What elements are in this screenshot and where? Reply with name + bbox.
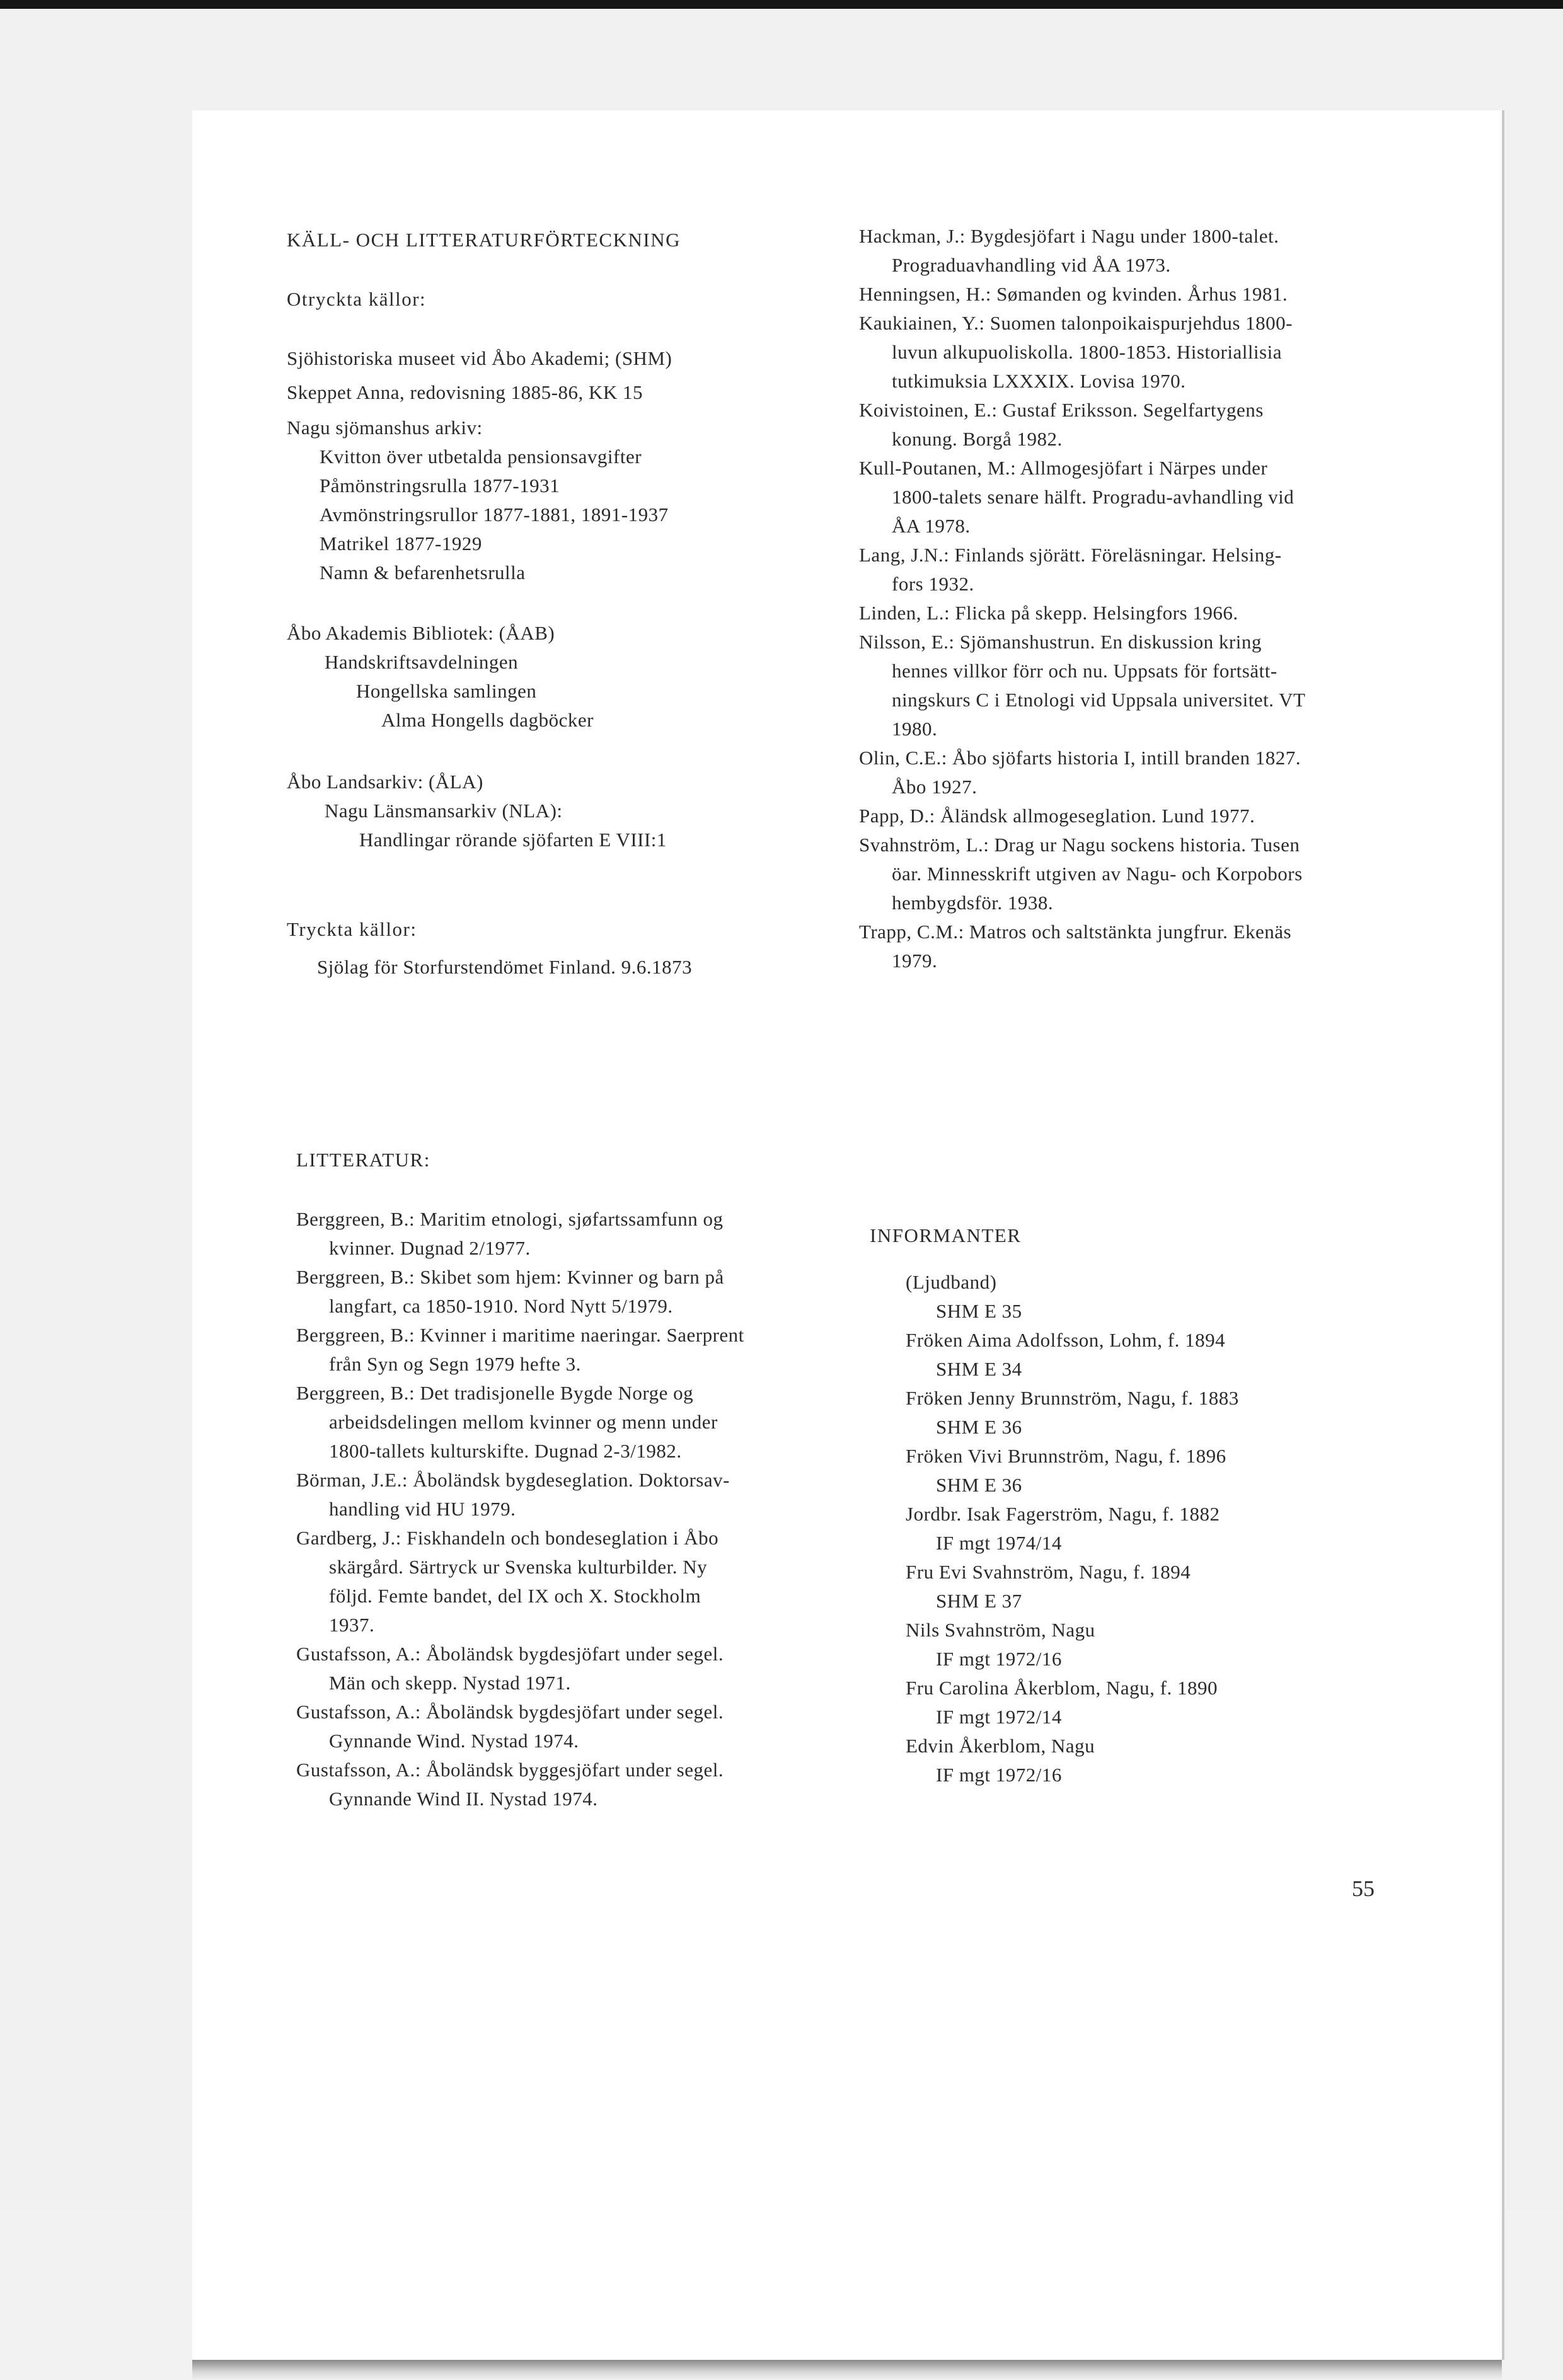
reference-continuation: ÅA 1978. [892, 515, 971, 537]
reference-continuation: 1800-talets senare hälft. Progradu-avhandling vid [892, 486, 1295, 508]
reference-line: Kaukiainen, Y.: Suomen talonpoikaispurjehdus 1800- [859, 312, 1293, 334]
reference-line: Koivistoinen, E.: Gustaf Eriksson. Segelfartygens [859, 399, 1264, 421]
reference-continuation: hennes villkor förr och nu. Uppsats för fortsätt- [892, 660, 1278, 682]
informants-medium: (Ljudband) [906, 1271, 997, 1293]
reference-continuation: kvinner. Dugnad 2/1977. [329, 1237, 531, 1259]
reference-continuation: tutkimuksia LXXXIX. Lovisa 1970. [892, 370, 1186, 392]
scanner-top-edge [0, 0, 1563, 9]
reference-entry [296, 1698, 863, 1756]
informant-code: IF mgt 1972/14 [936, 1706, 1062, 1728]
reference-entry [859, 599, 1426, 628]
aab-sub: Alma Hongells dagböcker [381, 709, 594, 731]
reference-continuation: hembygdsför. 1938. [892, 892, 1054, 914]
informant-name: Nils Svahnström, Nagu [906, 1619, 1095, 1641]
informant-name: Fröken Vivi Brunnström, Nagu, f. 1896 [906, 1445, 1226, 1467]
reference-line: Linden, L.: Flicka på skepp. Helsingfors 1966. [859, 602, 1238, 624]
reference-entry [859, 802, 1426, 831]
literature-section [296, 1146, 863, 1814]
reference-continuation: 1979. [892, 950, 938, 972]
reference-continuation: Åbo 1927. [892, 776, 978, 798]
reference-continuation: handling vid HU 1979. [329, 1498, 516, 1520]
shm-title: Sjöhistoriska museet vid Åbo Akademi; (SHM) [287, 347, 672, 369]
informant-code: SHM E 36 [936, 1416, 1022, 1438]
reference-line: Berggreen, B.: Maritim etnologi, sjøfartssamfunn og [296, 1208, 724, 1230]
informant-code: SHM E 37 [936, 1590, 1022, 1612]
reference-line: Börman, J.E.: Åboländsk bygdeseglation. Doktorsav- [296, 1469, 730, 1491]
ala-title: Åbo Landsarkiv: (ÅLA) [287, 771, 483, 793]
informants-section [870, 1221, 1437, 1790]
reference-line: Gustafsson, A.: Åboländsk byggesjöfart under segel. [296, 1759, 724, 1781]
informants-heading: INFORMANTER [870, 1224, 1022, 1246]
reference-line: Gardberg, J.: Fiskhandeln och bondeseglation i Åbo [296, 1527, 719, 1549]
reference-line: Papp, D.: Åländsk allmogeseglation. Lund 1977. [859, 805, 1255, 827]
ala-sub: Handlingar rörande sjöfarten E VIII:1 [359, 829, 667, 851]
reference-entry [859, 396, 1426, 454]
reference-continuation: Prograduavhandling vid ÅA 1973. [892, 254, 1171, 276]
sources-heading: KÄLL- OCH LITTERATURFÖRTECKNING [287, 229, 681, 251]
archive-item: Namn & befarenhetsrulla [320, 561, 526, 584]
informant-name: Fröken Jenny Brunnström, Nagu, f. 1883 [906, 1387, 1239, 1409]
literature-list [296, 1205, 863, 1814]
literature-heading: LITTERATUR: [296, 1149, 430, 1171]
references-list [859, 222, 1426, 975]
page-number: 55 [1352, 1876, 1375, 1901]
reference-entry [859, 222, 1426, 280]
informant-name: Fru Evi Svahnström, Nagu, f. 1894 [906, 1561, 1191, 1583]
aab-sub: Handskriftsavdelningen [325, 651, 519, 673]
reference-entry [296, 1379, 863, 1466]
reference-continuation: från Syn og Segn 1979 hefte 3. [329, 1353, 581, 1375]
informant-code: SHM E 36 [936, 1474, 1022, 1496]
informants-list [870, 1297, 1437, 1790]
reference-entry [296, 1524, 863, 1640]
reference-entry [859, 309, 1426, 396]
reference-continuation: följd. Femte bandet, del IX och X. Stockholm [329, 1585, 701, 1607]
reference-entry [859, 628, 1426, 744]
printed-source-item: Sjölag för Storfurstendömet Finland. 9.6.1873 [317, 956, 693, 978]
reference-entry [296, 1321, 863, 1379]
aab-sub: Hongellska samlingen [356, 680, 537, 702]
reference-continuation: konung. Borgå 1982. [892, 428, 1063, 450]
reference-continuation: Gynnande Wind. Nystad 1974. [329, 1730, 579, 1752]
reference-entry [296, 1263, 863, 1321]
reference-line: Berggreen, B.: Kvinner i maritime naeringar. Saerprent [296, 1324, 744, 1346]
informant-name: Fru Carolina Åkerblom, Nagu, f. 1890 [906, 1677, 1218, 1699]
reference-continuation: 1937. [329, 1614, 375, 1636]
reference-line: Berggreen, B.: Skibet som hjem: Kvinner og barn på [296, 1266, 724, 1288]
reference-line: Berggreen, B.: Det tradisjonelle Bygde Norge og [296, 1382, 694, 1404]
reference-entry [296, 1756, 863, 1814]
unprinted-sources-heading: Otryckta källor: [287, 288, 427, 310]
informant-code: SHM E 35 [936, 1300, 1022, 1322]
reference-continuation: Gynnande Wind II. Nystad 1974. [329, 1788, 598, 1810]
reference-continuation: öar. Minnesskrift utgiven av Nagu- och Korpobors [892, 863, 1303, 885]
nagu-archive: Nagu sjömanshus arkiv: [287, 417, 483, 439]
reference-entry [859, 917, 1426, 975]
reference-entry [859, 541, 1426, 599]
archive-item: Matrikel 1877-1929 [320, 532, 482, 555]
reference-continuation: fors 1932. [892, 573, 974, 595]
archive-item: Avmönstringsrullor 1877-1881, 1891-1937 [320, 503, 669, 526]
archive-item: Påmönstringsrulla 1877-1931 [320, 474, 560, 497]
reference-continuation: 1800-tallets kulturskifte. Dugnad 2-3/1982. [329, 1440, 682, 1462]
reference-entry [296, 1640, 863, 1698]
reference-line: Nilsson, E.: Sjömanshustrun. En diskussion kring [859, 631, 1262, 653]
informant-name: Edvin Åkerblom, Nagu [906, 1735, 1095, 1757]
reference-continuation: ningskurs C i Etnologi vid Uppsala universitet. VT [892, 689, 1306, 711]
reference-line: Henningsen, H.: Sømanden og kvinden. Århus 1981. [859, 283, 1288, 305]
reference-continuation: langfart, ca 1850-1910. Nord Nytt 5/1979. [329, 1295, 673, 1317]
reference-continuation: Män och skepp. Nystad 1971. [329, 1672, 571, 1694]
reference-line: Trapp, C.M.: Matros och saltstänkta jungfrur. Ekenäs [859, 921, 1292, 943]
reference-line: Lang, J.N.: Finlands sjörätt. Föreläsningar. Helsing- [859, 544, 1282, 566]
reference-continuation: arbeidsdelingen mellom kvinner og menn under [329, 1411, 718, 1433]
informant-name: Fröken Aima Adolfsson, Lohm, f. 1894 [906, 1329, 1226, 1351]
informant-code: SHM E 34 [936, 1358, 1022, 1380]
reference-line: Gustafsson, A.: Åboländsk bygdesjöfart under segel. [296, 1643, 724, 1665]
informant-code: IF mgt 1972/16 [936, 1764, 1062, 1786]
reference-entry [296, 1205, 863, 1263]
archive-item: Kvitton över utbetalda pensionsavgifter [320, 446, 642, 468]
reference-line: Gustafsson, A.: Åboländsk bygdesjöfart under segel. [296, 1701, 724, 1723]
informant-code: IF mgt 1974/14 [936, 1532, 1062, 1554]
reference-continuation: skärgård. Särtryck ur Svenska kulturbilder. Ny [329, 1556, 708, 1578]
aab-title: Åbo Akademis Bibliotek: (ÅAB) [287, 622, 555, 644]
ala-sub: Nagu Länsmansarkiv (NLA): [325, 800, 563, 822]
informant-code: IF mgt 1972/16 [936, 1648, 1062, 1670]
reference-continuation: 1980. [892, 718, 938, 740]
reference-entry [859, 744, 1426, 802]
reference-line: Svahnström, L.: Drag ur Nagu sockens historia. Tusen [859, 834, 1300, 856]
reference-entry [859, 454, 1426, 541]
reference-line: Kull-Poutanen, M.: Allmogesjöfart i Närpes under [859, 457, 1268, 479]
reference-entry [296, 1466, 863, 1524]
page-shadow [192, 2360, 1502, 2380]
reference-entry [859, 280, 1426, 309]
informant-name: Jordbr. Isak Fagerström, Nagu, f. 1882 [906, 1503, 1220, 1525]
sources-section [287, 226, 854, 982]
reference-continuation: luvun alkupuoliskolla. 1800-1853. Historiallisia [892, 341, 1282, 363]
reference-entry [859, 831, 1426, 917]
reference-line: Hackman, J.: Bygdesjöfart i Nagu under 1800-talet. [859, 225, 1279, 247]
reference-line: Olin, C.E.: Åbo sjöfarts historia I, intill branden 1827. [859, 747, 1301, 769]
printed-sources-heading: Tryckta källor: [287, 918, 417, 940]
shm-item: Skeppet Anna, redovisning 1885-86, KK 15 [287, 381, 643, 403]
